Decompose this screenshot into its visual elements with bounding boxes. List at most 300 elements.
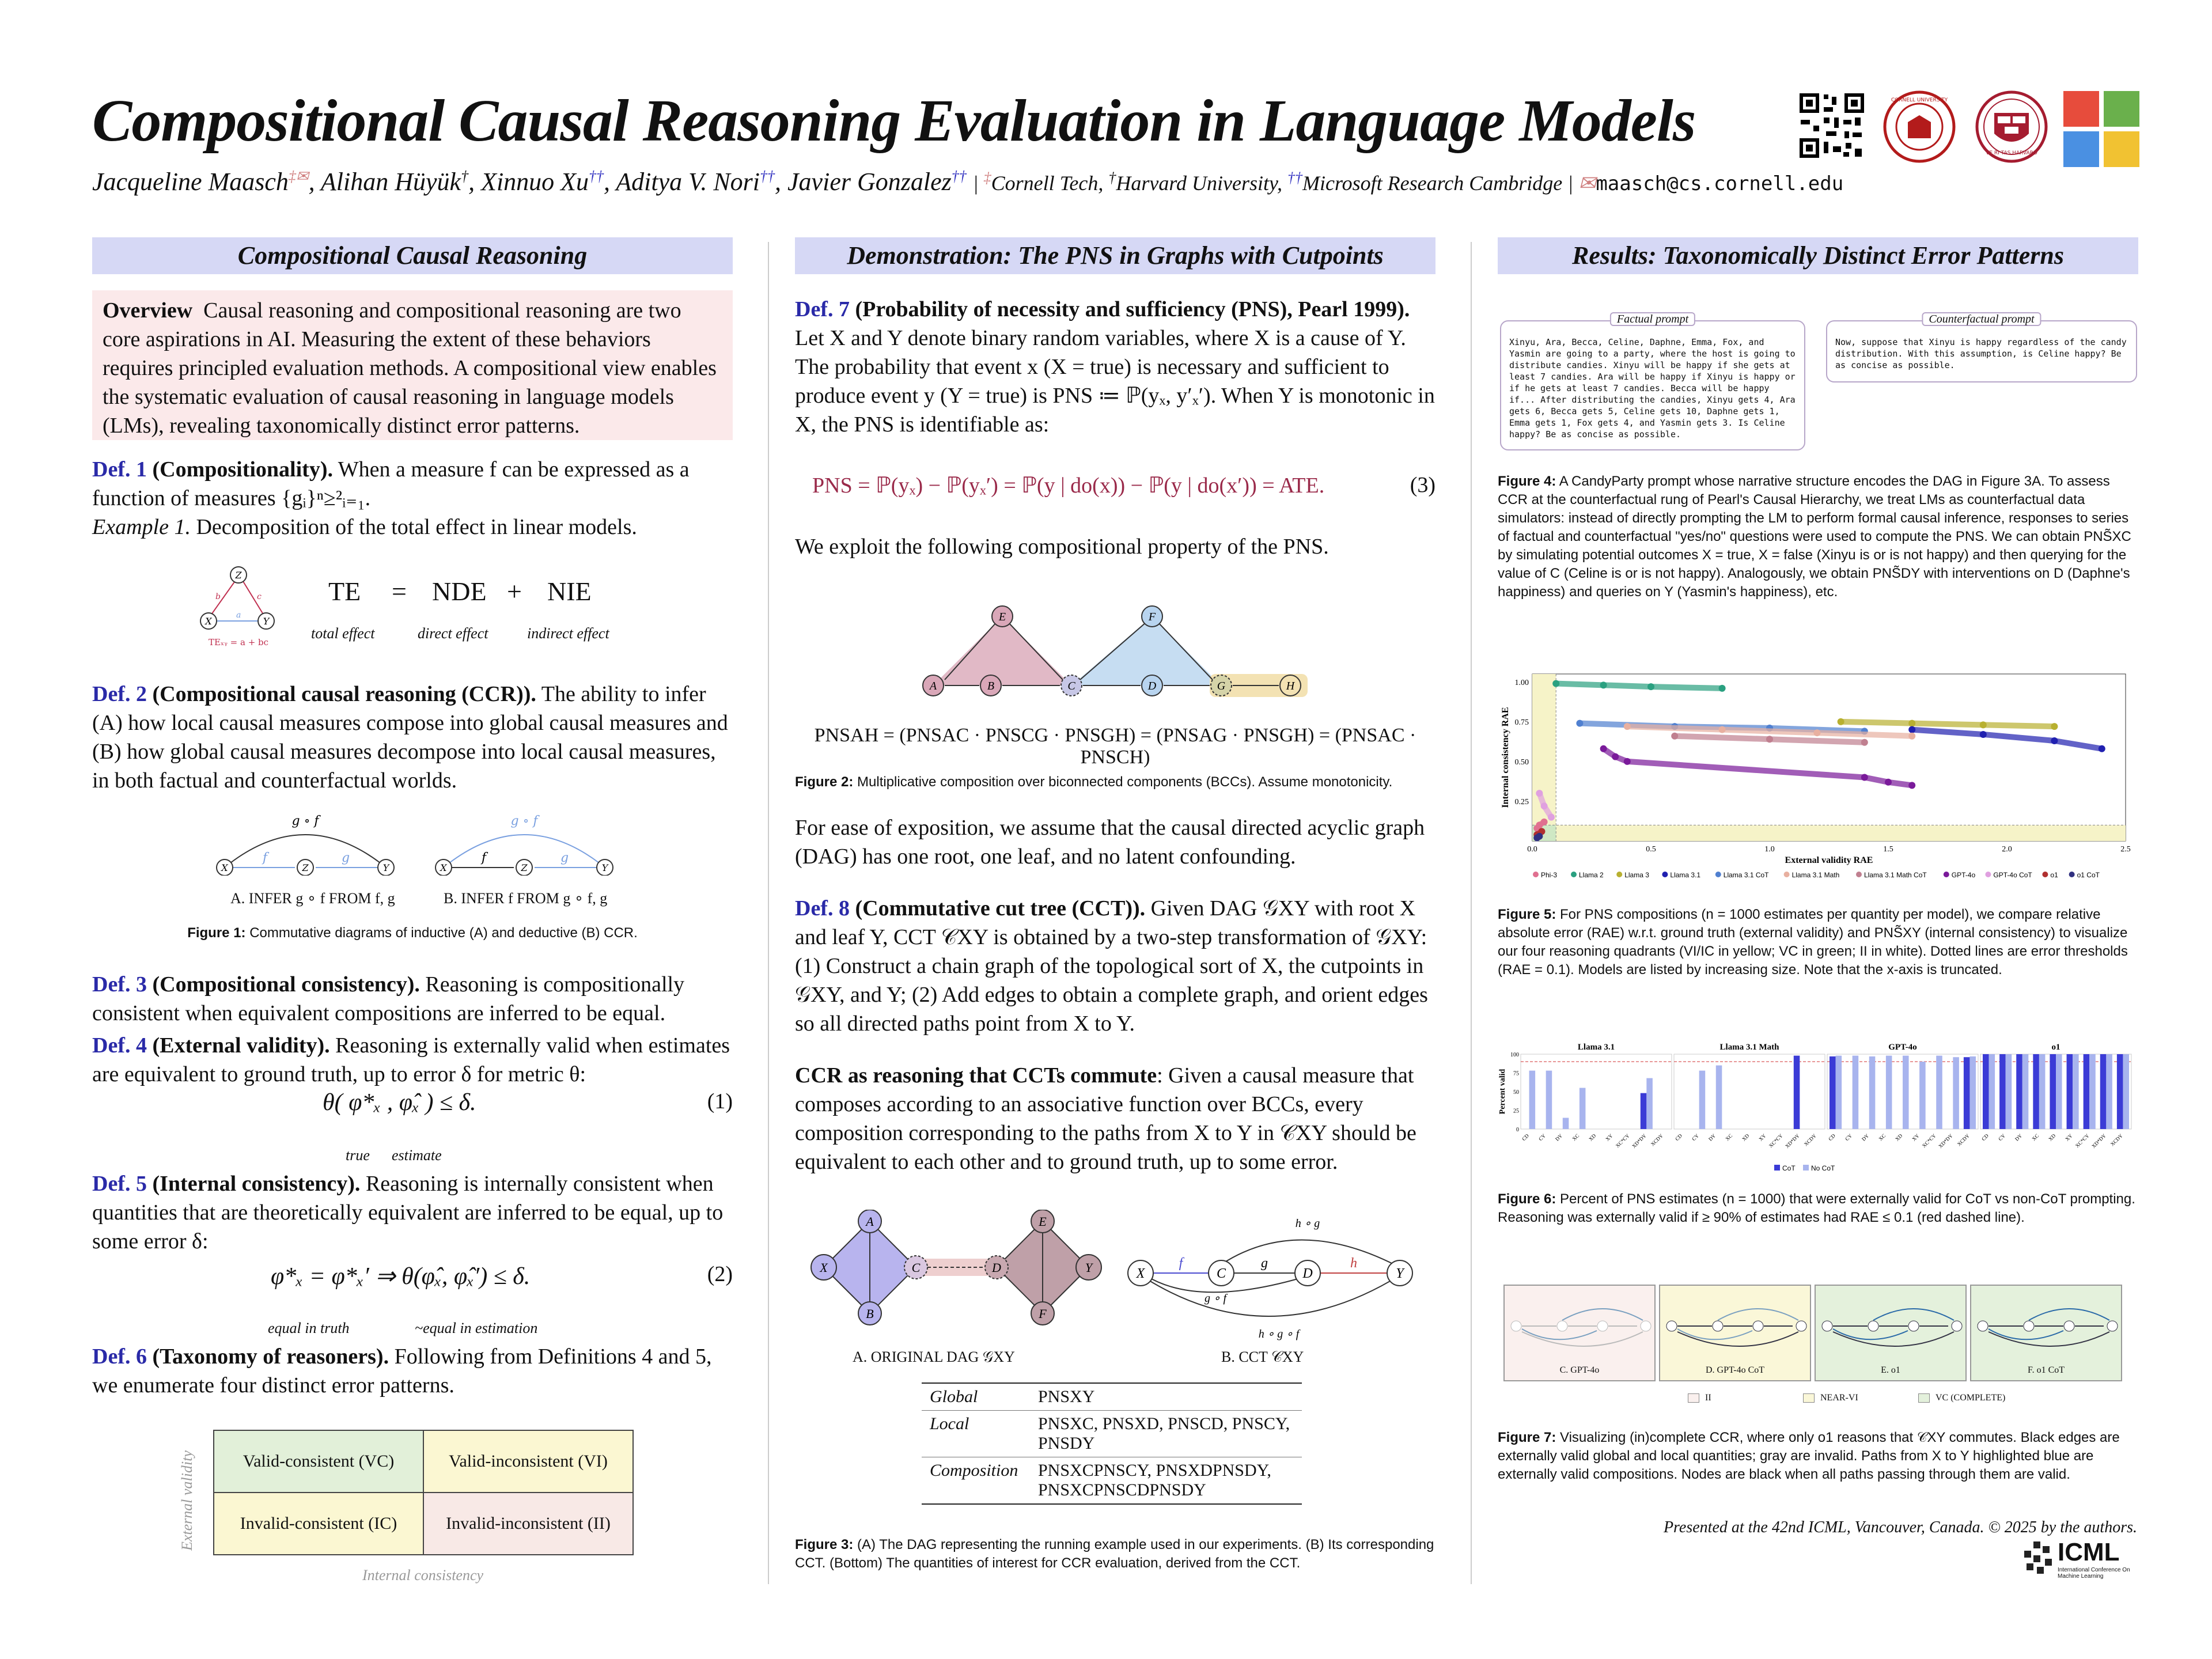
def2-name: (Compositional causal reasoning (CCR)).	[152, 682, 536, 706]
svg-text:E: E	[998, 611, 1006, 623]
nde-term: NDE	[432, 577, 487, 606]
svg-text:Z: Z	[521, 862, 528, 873]
legend-cot-label: CoT	[1782, 1164, 1796, 1172]
svg-text:g ∘ f: g ∘ f	[1204, 1292, 1227, 1305]
point-band	[1722, 730, 1817, 733]
bar-noncot	[1903, 1056, 1909, 1129]
data-point	[1980, 731, 1987, 738]
svg-text:f: f	[1179, 1256, 1183, 1271]
svg-text:Z: Z	[302, 862, 309, 873]
legend-marker	[1715, 872, 1721, 877]
category-label: XD*DY	[1631, 1132, 1647, 1149]
x-tick-label: 1.5	[1883, 845, 1893, 854]
svg-text:Y: Y	[382, 862, 389, 873]
counterfactual-prompt-box	[1826, 313, 2137, 382]
legend-marker	[2042, 872, 2048, 877]
mail-icon: ✉	[1578, 172, 1596, 195]
icml-logo-text: ICML	[2058, 1538, 2120, 1566]
fig7-panel	[1815, 1285, 1967, 1381]
quadrant-ii: Invalid-inconsistent (II)	[423, 1493, 633, 1555]
legend-marker	[1985, 872, 1991, 877]
bar-noncot	[1716, 1066, 1722, 1130]
quadrant-vi: Valid-inconsistent (VI)	[423, 1430, 633, 1493]
factual-prompt-tag: Factual prompt	[1610, 312, 1695, 326]
bar-cot	[1964, 1057, 1970, 1129]
legend-marker	[1784, 872, 1790, 877]
data-point	[1541, 802, 1548, 809]
eq1-formula: θ( φ*ₓ , φ̂ₓ ) ≤ δ.	[323, 1089, 476, 1116]
column-divider	[768, 242, 769, 1584]
eq1	[92, 1089, 733, 1169]
def1	[92, 455, 733, 541]
def7: Def. 7 (Probability of necessity and sufficiency (PNS), Pearl 1999). Let X and Y denote binary random variables, where X is a cause of Y. The probability that event x (X = true) is necessary and sufficient to produce event y (Y = true) is PNS ≔ ℙ(yₓ, y′ₓ′). When Y is monotonic in X, the PNS is identifiable as:	[795, 297, 1435, 437]
section-heading-pns: Demonstration: The PNS in Graphs with Cutpoints	[795, 237, 1435, 274]
taxonomy-quadrant	[213, 1430, 634, 1555]
data-point	[1908, 782, 1915, 789]
bar-cot	[2117, 1054, 2123, 1129]
affil-harvard: Harvard University,	[1116, 172, 1282, 195]
legend-marker	[1856, 872, 1862, 877]
fig3-quantities-table	[922, 1382, 1302, 1505]
category-label: XY	[2064, 1132, 2074, 1142]
data-point	[1552, 680, 1559, 687]
category-label: CY	[1844, 1132, 1854, 1142]
svg-text:h ∘ g ∘ f: h ∘ g ∘ f	[1258, 1328, 1300, 1340]
x-axis-label: External validity RAE	[1785, 855, 1873, 865]
bar-cot	[1983, 1054, 1989, 1129]
section-heading-ccr: Compositional Causal Reasoning	[92, 237, 733, 274]
category-label: DY	[2013, 1132, 2024, 1142]
svg-text:VE RI TAS HARVARD: VE RI TAS HARVARD	[1986, 150, 2037, 156]
category-label: XC*CY	[1614, 1132, 1631, 1149]
legend-marker	[1616, 872, 1622, 877]
table-composition-label: Composition	[930, 1461, 1018, 1480]
data-point	[1980, 721, 1987, 728]
data-point	[1624, 723, 1631, 730]
fig7-panel-label: C. GPT-4o	[1559, 1365, 1600, 1375]
data-point	[1766, 736, 1773, 743]
svg-text:Y: Y	[263, 616, 270, 627]
data-point	[1541, 819, 1548, 825]
fig7-legend-item: II	[1688, 1393, 1711, 1403]
panel-title: Llama 3.1 Math	[1719, 1043, 1779, 1052]
category-label: CD	[1827, 1132, 1836, 1142]
fig5-caption: Figure 5: For PNS compositions (n = 1000 estimates per quantity per model), we compare relative absolute error (RAE) w.r.t. ground truth (external validity) and PNS̃XY (internal consistency) to visualize our four reasoning quadrants (VI/IC in yellow; VC in green; II in white). Dotted lines are error thresholds (RAE = 0.1). Models are listed by increasing size. Note that the x-axis is truncated.	[1498, 907, 2128, 978]
eq1-estimate-label: estimate	[392, 1147, 442, 1164]
category-label: XC	[1724, 1132, 1734, 1142]
svg-text:C: C	[1216, 1266, 1226, 1281]
overview-text: Causal reasoning and compositional reasoning are two core aspirations in AI. Measuring the extent of these behaviors requires principled evaluation methods. A compositional view enables the systematic evaluation of causal reasoning in language models (LMs), revealing taxonomically distinct error patterns.	[103, 298, 717, 438]
svg-text:g ∘ f: g ∘ f	[510, 814, 538, 828]
data-point	[1536, 790, 1543, 797]
svg-text:D: D	[992, 1260, 1001, 1275]
pns-composition-eq: PNSAH = (PNSAC · PNSCG · PNSGH) = (PNSAG · PNSGH) = (PNSAC · PNSCH)	[814, 725, 1416, 768]
category-label: XCDY	[2109, 1132, 2124, 1147]
bar-noncot	[1836, 1056, 1842, 1129]
point-band	[1770, 739, 1865, 743]
fig7-caption: Figure 7: Visualizing (in)complete CCR, where only o1 reasons that 𝒞XY commutes. Black edges are externally valid global and local quantities; gray are invalid. Paths from X to Y highlighted blue are externally valid compositions. Nodes are black when all paths passing through them are valid.	[1498, 1430, 2120, 1482]
eq2-right-label: ~equal in estimation	[415, 1320, 538, 1336]
y-tick-label: 25	[1513, 1108, 1519, 1115]
svg-text:f: f	[481, 851, 487, 865]
eq3	[795, 472, 1435, 507]
eq2-left-label: equal in truth	[268, 1320, 350, 1336]
table-global-label: Global	[930, 1387, 978, 1406]
data-point	[1536, 833, 1543, 840]
bar-noncot	[1953, 1057, 1959, 1129]
bar-noncot	[2106, 1054, 2112, 1129]
harvard-seal-icon	[1975, 90, 2048, 164]
svg-text:B: B	[987, 680, 995, 692]
fig3b-cct	[1123, 1210, 1423, 1348]
example1-label: Example 1.	[92, 515, 191, 539]
category-label: DY	[1860, 1132, 1870, 1142]
factual-prompt-box	[1500, 313, 1805, 450]
y-tick-label: 0.75	[1514, 718, 1529, 727]
svg-text:h: h	[1350, 1256, 1357, 1271]
data-point	[1612, 753, 1619, 760]
bar-noncot	[1936, 1056, 1942, 1129]
y-tick-label: 1.00	[1514, 678, 1529, 687]
table-global-value: PNSXY	[1038, 1387, 1095, 1406]
cornell-seal-icon	[1883, 90, 1956, 164]
category-label: XC	[1877, 1132, 1887, 1142]
svg-text:Y: Y	[601, 862, 608, 873]
fig1a-diagram	[207, 812, 403, 876]
def4: Def. 4 (External validity). Reasoning is externally valid when estimates are equivalent to ground truth, up to error δ for metric θ:	[92, 1033, 730, 1086]
te-label: total effect	[311, 625, 375, 642]
bar-noncot	[1853, 1056, 1859, 1129]
category-label: CY	[1997, 1132, 2007, 1142]
bar-noncot	[1546, 1071, 1552, 1129]
category-label: XY	[1758, 1132, 1767, 1142]
def2-text: The ability to infer (A) how local causal measures compose into global causal measures and (B) how global causal measures decompose into local causal measures, in both factual and counterfactual worlds.	[92, 682, 728, 793]
svg-text:Y: Y	[1085, 1260, 1093, 1275]
microsoft-logo-green	[2104, 91, 2139, 127]
svg-text:TEₓᵧ = a + bc: TEₓᵧ = a + bc	[208, 637, 269, 647]
fig7-panel-label: F. o1 CoT	[2027, 1365, 2065, 1375]
svg-text:h ∘ g: h ∘ g	[1295, 1217, 1320, 1230]
quadrant-y-axis: External validity	[179, 1450, 195, 1551]
fig7-legend-item: NEAR-VI	[1803, 1393, 1858, 1403]
data-point	[1908, 726, 1915, 733]
category-label: XD	[1741, 1132, 1751, 1142]
x-tick-label: 2.5	[2120, 845, 2131, 854]
bar-noncot	[1529, 1071, 1536, 1129]
x-tick-label: 0.0	[1527, 845, 1537, 854]
y-axis-label: Percent valid	[1498, 1069, 1507, 1115]
svg-text:CORNELL UNIVERSITY: CORNELL UNIVERSITY	[1891, 97, 1948, 103]
point-band	[1983, 725, 2055, 726]
category-label: XC	[1571, 1132, 1581, 1142]
data-point	[1908, 733, 1915, 740]
affil-msr: Microsoft Research Cambridge	[1302, 172, 1563, 195]
svg-text:X: X	[221, 862, 228, 873]
svg-text:B: B	[866, 1306, 874, 1321]
bar-noncot	[2006, 1054, 2012, 1129]
te-term: TE	[328, 577, 361, 606]
category-label: CD	[1980, 1132, 1990, 1142]
legend-label: Llama 3.1	[1670, 871, 1701, 879]
author-4-sup: ††	[760, 168, 775, 185]
legend-noncot-label: No CoT	[1811, 1164, 1835, 1172]
fig3a-label: A. ORIGINAL DAG 𝒢XY	[853, 1349, 1015, 1365]
bar-noncot	[1646, 1078, 1653, 1129]
quadrant-ic: Invalid-consistent (IC)	[214, 1493, 423, 1555]
x-tick-label: 2.0	[2002, 845, 2012, 854]
data-point	[2051, 723, 2058, 730]
ccr-text: CCR as reasoning that CCTs commute: Given a causal measure that composes according to an associative function over BCCs, every composition corresponding to the paths from X to Y in 𝒞XY should be equivalent to each other and to ground truth, up to some error.	[795, 1063, 1416, 1174]
category-label: DY	[1707, 1132, 1717, 1142]
author-4: Aditya V. Nori	[616, 168, 760, 196]
data-point	[2099, 745, 2105, 752]
fig6-caption: Figure 6: Percent of PNS estimates (n = 1000) that were externally valid for CoT vs non-CoT prompting. Reasoning was externally valid if ≥ 90% of estimates had RAE ≤ 0.1 (red dashed line).	[1498, 1191, 2135, 1225]
panel-title: GPT-4o	[1888, 1043, 1917, 1052]
data-point	[1813, 729, 1820, 736]
fig3a-dag	[806, 1210, 1106, 1348]
data-point	[1719, 726, 1726, 733]
fig1b-diagram	[426, 812, 622, 876]
panel-title: Llama 3.1	[1577, 1043, 1615, 1052]
ease-text: For ease of exposition, we assume that the causal directed acyclic graph (DAG) has one root, one leaf, and no latent confounding.	[795, 816, 1425, 869]
eq2	[92, 1262, 733, 1342]
author-5: Javier Gonzalez	[787, 168, 952, 196]
plus-sign: +	[507, 577, 522, 606]
affiliations: | ‡Cornell Tech, †Harvard University, ††Microsoft Research Cambridge | ✉maasch@cs.cornell.edu	[972, 169, 1844, 195]
def1-name: (Compositionality).	[152, 457, 333, 482]
svg-text:A: A	[866, 1214, 874, 1229]
def3: Def. 3 (Compositional consistency). Reasoning is compositionally consistent when equivalent compositions are inferred to be equal.	[92, 972, 685, 1025]
eq2-formula: φ*ₓ = φ*ₓ′ ⇒ θ(φ̂ₓ, φ̂ₓ′) ≤ δ.	[271, 1263, 531, 1290]
author-3: Xinnuo Xu	[481, 168, 589, 196]
svg-text:c: c	[257, 592, 262, 601]
data-point	[1719, 685, 1726, 692]
bar-cot	[2067, 1054, 2073, 1129]
svg-text:g: g	[560, 851, 569, 865]
category-label: XC*CY	[1921, 1132, 1937, 1149]
overview-label: Overview	[103, 298, 193, 323]
fig2-caption: Figure 2: Multiplicative composition over biconnected components (BCCs). Assume monotonicity.	[795, 774, 1393, 790]
fig3-caption: Figure 3: (A) The DAG representing the running example used in our experiments. (B) Its corresponding CCT. (Bottom) The quantities of interest for CCR evaluation, derived from the CCT.	[795, 1537, 1434, 1571]
svg-text:g: g	[341, 851, 350, 865]
svg-text:b: b	[215, 592, 221, 601]
bar-noncot	[2073, 1054, 2079, 1129]
te-decomposition	[311, 576, 657, 645]
microsoft-logo-blue	[2063, 131, 2099, 167]
fig5-scatter-chart	[1498, 662, 2138, 893]
icml-logo-icon	[2022, 1541, 2056, 1576]
bar-noncot	[1580, 1088, 1586, 1130]
eq1-number: (1)	[707, 1089, 733, 1113]
point-band	[1817, 733, 1912, 736]
legend-noncot-swatch	[1803, 1165, 1809, 1171]
icml-logo-subtext: International Conference On Machine Learning	[2058, 1567, 2130, 1580]
bar-noncot	[2123, 1054, 2129, 1129]
data-point	[1861, 739, 1868, 746]
data-point	[1671, 733, 1678, 740]
y-tick-label: 0.50	[1514, 757, 1529, 767]
bar-cot	[2100, 1054, 2107, 1129]
bar-noncot	[1886, 1056, 1892, 1129]
table-composition-value: PNSXCPNSCY, PNSXDPNSDY, PNSXCPNSCDPNSDY	[1038, 1461, 1271, 1499]
legend-label: Phi-3	[1541, 871, 1558, 879]
legend-label: Llama 3.1 CoT	[1723, 871, 1769, 879]
fig1a-label: A. INFER g ∘ f FROM f, g	[230, 890, 395, 907]
def8: Def. 8 (Commutative cut tree (CCT)). Given DAG 𝒢XY with root X and leaf Y, CCT 𝒞XY is obtained by a two-step transformation of 𝒢XY: (1) Construct a chain graph of the topological sort of X, the cutpoints in 𝒢XY, and Y; (2) Add edges to obtain a complete graph, and orient edges so all directed paths point from X to Y.	[795, 896, 1428, 1036]
category-label: XY	[1604, 1132, 1614, 1142]
exploit-text: We exploit the following compositional property of the PNS.	[795, 535, 1329, 559]
category-label: XCDY	[1802, 1132, 1817, 1147]
svg-text:D: D	[1147, 680, 1157, 692]
legend-label: o1 CoT	[2077, 871, 2100, 879]
category-label: XD*DY	[1784, 1132, 1801, 1149]
svg-text:g: g	[1261, 1256, 1268, 1271]
author-line: Jacqueline Maasch‡✉, Alihan Hüyük†, Xinnuo Xu††, Aditya V. Nori††, Javier Gonzalez†† | ‡Cornell Tech, †Harvard University, ††Microsoft Research Cambridge | ✉maasch@cs.cornell.edu	[92, 168, 1844, 196]
svg-text:X: X	[440, 862, 447, 873]
category-label: DY	[1554, 1132, 1564, 1142]
category-label: XD*DY	[1937, 1132, 1954, 1149]
svg-text:D: D	[1302, 1266, 1313, 1281]
bar-noncot	[2056, 1054, 2062, 1129]
poster-title: Compositional Causal Reasoning Evaluation in Language Models	[92, 88, 1696, 154]
eq3-formula: PNS = ℙ(yₓ) − ℙ(yₓ′) = ℙ(y | do(x)) − ℙ(y | do(x′)) = ATE.	[812, 474, 1325, 498]
panel-title: o1	[2051, 1043, 2061, 1052]
bar-noncot	[1919, 1062, 1926, 1129]
svg-text:H: H	[1286, 680, 1295, 692]
point-band	[1627, 726, 1722, 730]
legend-marker	[1571, 872, 1577, 877]
y-axis-label: Internal consistency RAE	[1501, 707, 1510, 808]
eq3-number: (3)	[1410, 473, 1435, 497]
bar-cot	[2016, 1054, 2022, 1129]
category-label: XCDY	[1649, 1132, 1664, 1147]
def1-text: When a measure f can be expressed as a function of measures {gᵢ}ⁿ≥²ᵢ₌₁.	[92, 457, 690, 510]
category-label: XC	[2031, 1132, 2040, 1142]
icml-logo	[2022, 1538, 2137, 1578]
svg-text:F: F	[1039, 1306, 1047, 1321]
category-label: XY	[1911, 1132, 1921, 1142]
y-tick-label: 0.25	[1514, 797, 1529, 806]
svg-text:C: C	[1067, 680, 1075, 692]
table-local-value: PNSXC, PNSXD, PNSCD, PNSCY, PNSDY	[1038, 1414, 1290, 1453]
author-2-sup: †	[461, 168, 469, 185]
equals-sign: =	[392, 577, 407, 606]
svg-text:E: E	[1039, 1214, 1047, 1229]
data-point	[1576, 720, 1583, 727]
legend-marker	[1944, 872, 1949, 877]
section-heading-results: Results: Taxonomically Distinct Error Patterns	[1498, 237, 2138, 274]
example1-text: Decomposition of the total effect in linear models.	[196, 515, 637, 539]
category-label: CY	[1537, 1132, 1547, 1142]
y-tick-label: 50	[1513, 1089, 1519, 1096]
table-local-label: Local	[930, 1414, 969, 1433]
svg-text:X: X	[1136, 1266, 1145, 1281]
point-band	[1841, 722, 1912, 724]
svg-text:X: X	[205, 616, 212, 627]
bar-noncot	[1969, 1056, 1976, 1129]
overview-box	[92, 290, 733, 440]
data-point	[1861, 774, 1868, 781]
author-3-sup: ††	[589, 168, 604, 185]
bar-noncot	[2039, 1054, 2046, 1129]
x-tick-label: 0.5	[1646, 845, 1656, 854]
category-label: XCDY	[1956, 1132, 1971, 1147]
point-band	[1556, 684, 1603, 685]
bar-noncot	[1699, 1071, 1706, 1129]
point-band	[1604, 685, 1651, 687]
quadrant-vc: Valid-consistent (VC)	[214, 1430, 423, 1493]
qr-code-icon[interactable]	[1797, 91, 1866, 160]
bar-panel	[1674, 1054, 1825, 1129]
eq2-number: (2)	[707, 1262, 733, 1286]
nie-label: indirect effect	[527, 625, 609, 642]
svg-text:G: G	[1217, 680, 1226, 692]
legend-label: GPT-4o	[1951, 871, 1976, 879]
category-label: XC*CY	[2074, 1132, 2090, 1149]
microsoft-logo-yellow	[2104, 131, 2139, 167]
svg-text:Z: Z	[235, 570, 242, 581]
data-point	[1885, 779, 1892, 786]
data-point	[2051, 737, 2058, 744]
legend-label: Llama 3.1 Math CoT	[1864, 871, 1927, 879]
fig2-bcc-graph	[916, 593, 1319, 709]
email-link[interactable]: maasch@cs.cornell.edu	[1596, 172, 1844, 195]
bar-cot	[1641, 1093, 1647, 1129]
data-point	[1908, 720, 1915, 727]
author-2: Alihan Hüyük	[320, 168, 461, 196]
fig7-panel	[1970, 1285, 2122, 1381]
fig6-bar-chart	[1498, 1037, 2138, 1175]
fig7-legend	[1688, 1393, 2091, 1410]
category-label: CD	[1521, 1132, 1530, 1142]
point-band	[1888, 782, 1912, 786]
data-point	[1600, 681, 1607, 688]
bar-noncot	[2022, 1054, 2029, 1129]
data-point	[1624, 758, 1631, 765]
y-tick-label: 100	[1510, 1052, 1519, 1058]
fig1b-label: B. INFER f FROM g ∘ f, g	[444, 890, 608, 907]
bar-cot	[2084, 1054, 2090, 1129]
category-label: XD	[1894, 1132, 1904, 1142]
svg-text:X: X	[820, 1260, 828, 1275]
mail-icon: ✉	[296, 168, 309, 185]
svg-text:Y: Y	[1396, 1266, 1404, 1281]
fig7-legend-item: VC (COMPLETE)	[1918, 1393, 2005, 1403]
bar-cot	[1794, 1056, 1800, 1129]
fig7-panel-label: E. o1	[1881, 1365, 1900, 1375]
point-band	[1675, 736, 1770, 740]
data-point	[1838, 718, 1844, 725]
bar-noncot	[2089, 1054, 2096, 1129]
category-label: XD	[2047, 1132, 2057, 1142]
factual-prompt-text: Xinyu, Ara, Becca, Celine, Daphne, Emma, Fox, and Yasmin are going to a party, where the host is going to distribute candies. Xinyu will be happy if she gets at least 7 candies. Ara will be happy if Xinyu is happy or if he gets at least 7 candies. Becca will be happy if... After distributing the candies, Xinyu gets 4, Ara gets 6, Becca gets 5, Celine gets 10, Daphne gets 1, Emma gets 1, Fox gets 4, and Yasmin gets 3. Is Celine happy? Be as concise as possible.	[1509, 337, 1796, 440]
fig7-panel-label: D. GPT-4o CoT	[1705, 1365, 1765, 1375]
nie-term: NIE	[547, 577, 592, 606]
legend-label: Llama 3.1 Math	[1791, 871, 1840, 879]
nde-label: direct effect	[418, 625, 488, 642]
bar-cot	[2033, 1054, 2039, 1129]
svg-text:f: f	[262, 851, 268, 865]
legend-label: Llama 3	[1624, 871, 1649, 879]
svg-text:a: a	[236, 611, 241, 620]
category-label: XD	[1588, 1132, 1597, 1142]
author-1-sup: ‡	[288, 168, 296, 185]
fig1-caption: Figure 1: Commutative diagrams of inductive (A) and deductive (B) CCR.	[187, 925, 638, 941]
column-divider	[1471, 242, 1472, 1584]
legend-label: Llama 2	[1579, 871, 1604, 879]
author-1: Jacqueline Maasch	[92, 168, 289, 196]
data-point	[1600, 745, 1607, 752]
